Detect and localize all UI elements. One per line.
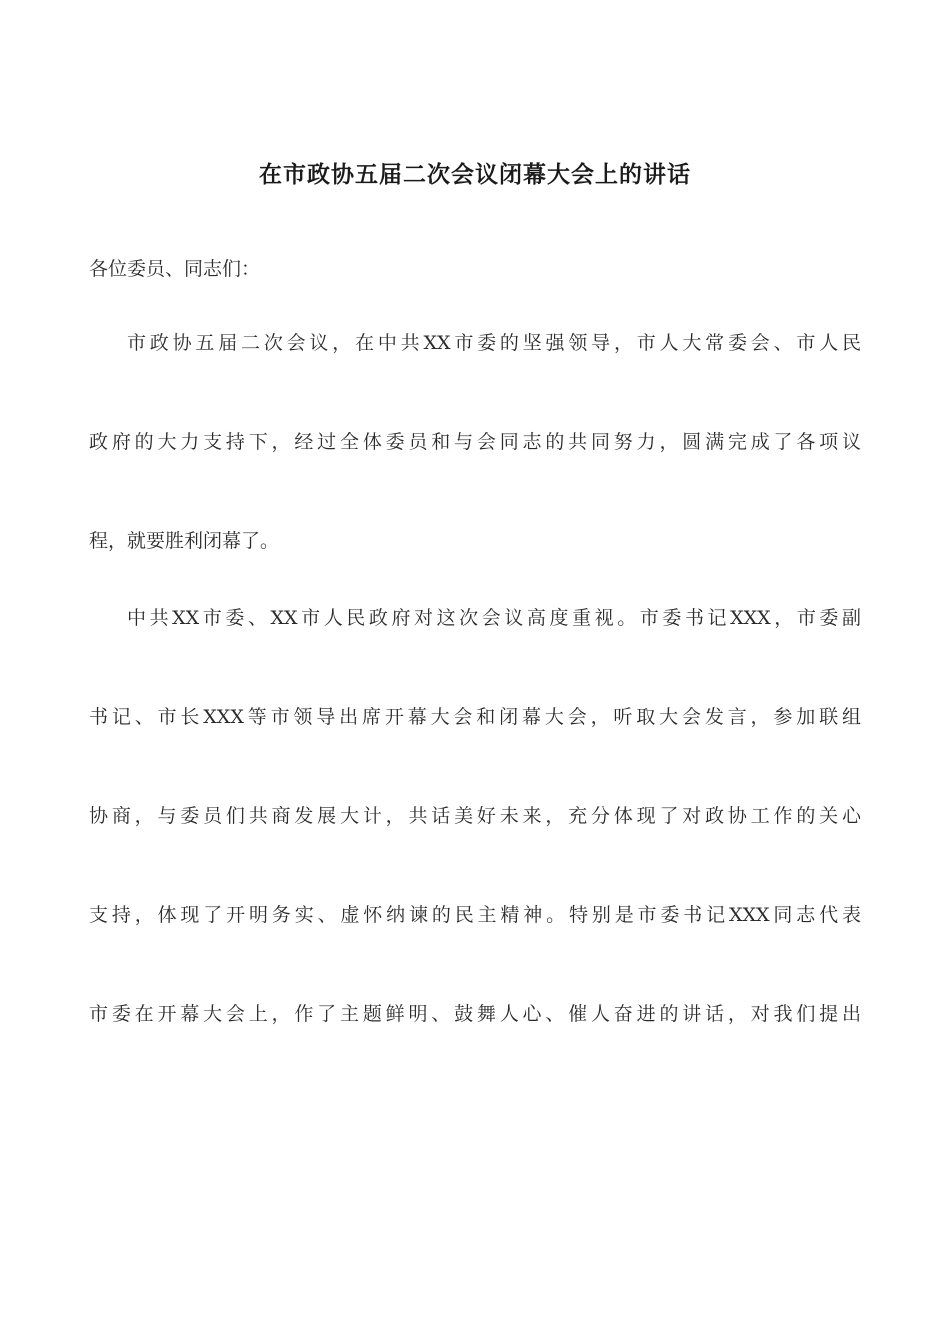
paragraph-line: 市委在开幕大会上，作了主题鲜明、鼓舞人心、催人奋进的讲话，对我们提出 [89,1003,861,1025]
paragraph-line: 市政协五届二次会议，在中共XX市委的坚强领导，市人大常委会、市人民 [127,332,861,354]
paragraph-line: 政府的大力支持下，经过全体委员和与会同志的共同努力，圆满完成了各项议 [89,431,861,453]
document-title: 在市政协五届二次会议闭幕大会上的讲话 [259,161,691,188]
paragraph-line: 书记、市长XXX等市领导出席开幕大会和闭幕大会，听取大会发言，参加联组 [89,706,861,728]
salutation: 各位委员、同志们： [89,258,261,280]
paragraph-line: 中共XX市委、XX市人民政府对这次会议高度重视。市委书记XXX，市委副 [127,607,861,629]
paragraph-line: 协商，与委员们共商发展大计，共话美好未来，充分体现了对政协工作的关心 [89,805,861,827]
paragraph-line: 程，就要胜利闭幕了。 [89,530,280,552]
paragraph-line: 支持，体现了开明务实、虚怀纳谏的民主精神。特别是市委书记XXX同志代表 [89,904,861,926]
